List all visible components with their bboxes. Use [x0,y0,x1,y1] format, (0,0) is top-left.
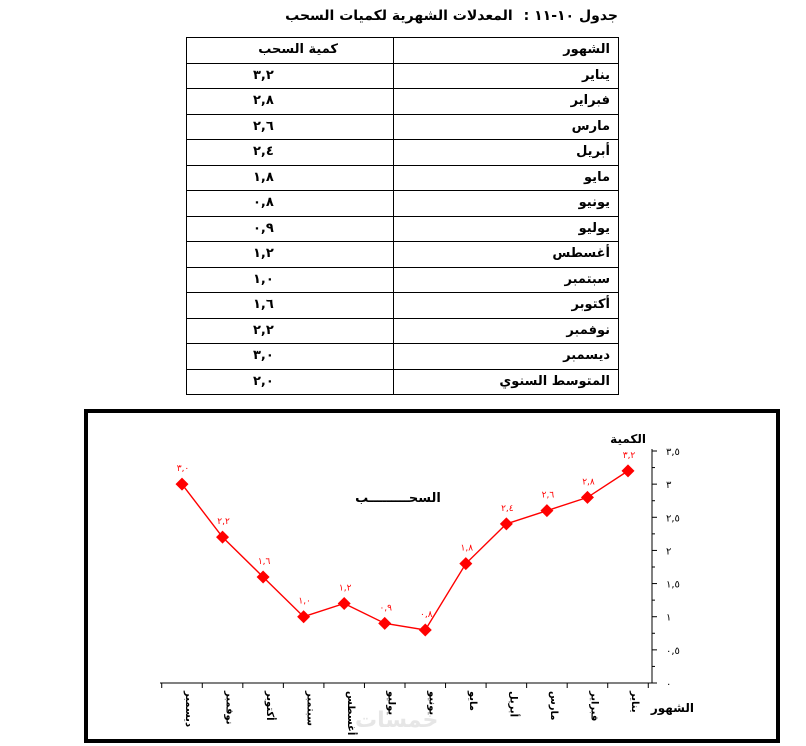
data-label: ٠,٨ [420,609,433,620]
value-cell: ٣,٢ [187,63,394,89]
x-tick-label: يونيو [426,691,438,716]
value-cell: ٢,٨ [187,89,394,115]
y-tick-label: ١ [666,612,672,624]
value-cell: ١,٢ [187,242,394,268]
month-cell: ديسمبر [394,344,619,370]
value-cell: ٢,٢ [187,318,394,344]
value-cell: ١,٦ [187,293,394,319]
data-point-marker [176,478,189,491]
y-tick-label: ٣,٥ [666,447,680,458]
x-tick-label: يوليو [385,691,397,716]
y-tick-label: ٣ [666,480,672,492]
data-point-marker [338,597,351,610]
y-tick-label: ٠,٥ [666,645,680,657]
data-label: ١,٨ [460,543,474,554]
chart-title: السحـــــــــب [355,491,441,506]
data-label: ٢,٦ [541,490,555,501]
month-cell: أكتوبر [394,293,619,319]
x-tick-label: سبتمبر [304,691,316,727]
value-cell: ١,٨ [187,165,394,191]
x-axis-title: الشهور [650,701,694,715]
x-tick-label: مارس [547,691,559,721]
month-cell: يوليو [394,216,619,242]
caption-title: المعدلات الشهرية لكميات السحب [285,8,513,24]
y-tick-label: ٢ [666,546,672,558]
value-cell: ٠,٨ [187,191,394,217]
data-label: ٢,٤ [501,503,514,514]
data-point-marker [540,504,553,517]
header-value: كمية السحب [187,38,394,64]
data-label: ٠,٩ [379,603,392,614]
value-cell: ٢,٦ [187,114,394,140]
data-label: ٢,٢ [217,517,230,528]
data-label: ٣,٠ [176,464,190,475]
y-tick-label: ٢,٥ [666,513,680,525]
x-tick-label: مايو [466,691,478,711]
y-tick-label: ٠ [666,679,672,690]
annual-mean-label: المتوسط السنوي [394,369,619,395]
data-label: ١,٦ [257,556,271,567]
y-axis-title: الكمية [610,432,646,446]
value-cell: ١,٠ [187,267,394,293]
watermark-logo: خمسات [355,708,439,733]
data-label: ١,٠ [298,596,311,607]
caption-label: جدول ١٠-١١ : [523,8,618,24]
x-tick-label: نوفمبر [223,691,235,725]
header-month: الشهور [394,38,619,64]
data-label: ١,٢ [338,583,352,594]
month-cell: يناير [394,63,619,89]
month-cell: يونيو [394,191,619,217]
month-cell: مايو [394,165,619,191]
x-tick-label: ديسمبر [183,691,194,728]
x-tick-label: فبراير [588,691,600,722]
month-cell: فبراير [394,89,619,115]
month-cell: أغسطس [394,242,619,268]
x-tick-label: أغسطس [345,691,357,736]
month-cell: نوفمبر [394,318,619,344]
value-cell: ٠,٩ [187,216,394,242]
month-cell: مارس [394,114,619,140]
x-tick-label: أبريل [507,691,519,718]
x-tick-label: يناير [629,691,640,713]
data-point-marker [622,464,635,477]
value-cell: ٢,٤ [187,140,394,166]
data-label: ٢,٨ [582,477,595,488]
data-label: ٣,٢ [622,450,636,461]
month-cell: سبتمبر [394,267,619,293]
month-cell: أبريل [394,140,619,166]
data-point-marker [378,617,391,630]
data-point-marker [419,623,432,636]
y-tick-label: ١,٥ [666,579,680,591]
data-point-marker [581,491,594,504]
x-tick-label: أكتوبر [264,691,276,721]
value-cell: ٣,٠ [187,344,394,370]
annual-mean-value: ٢,٠ [187,369,394,395]
